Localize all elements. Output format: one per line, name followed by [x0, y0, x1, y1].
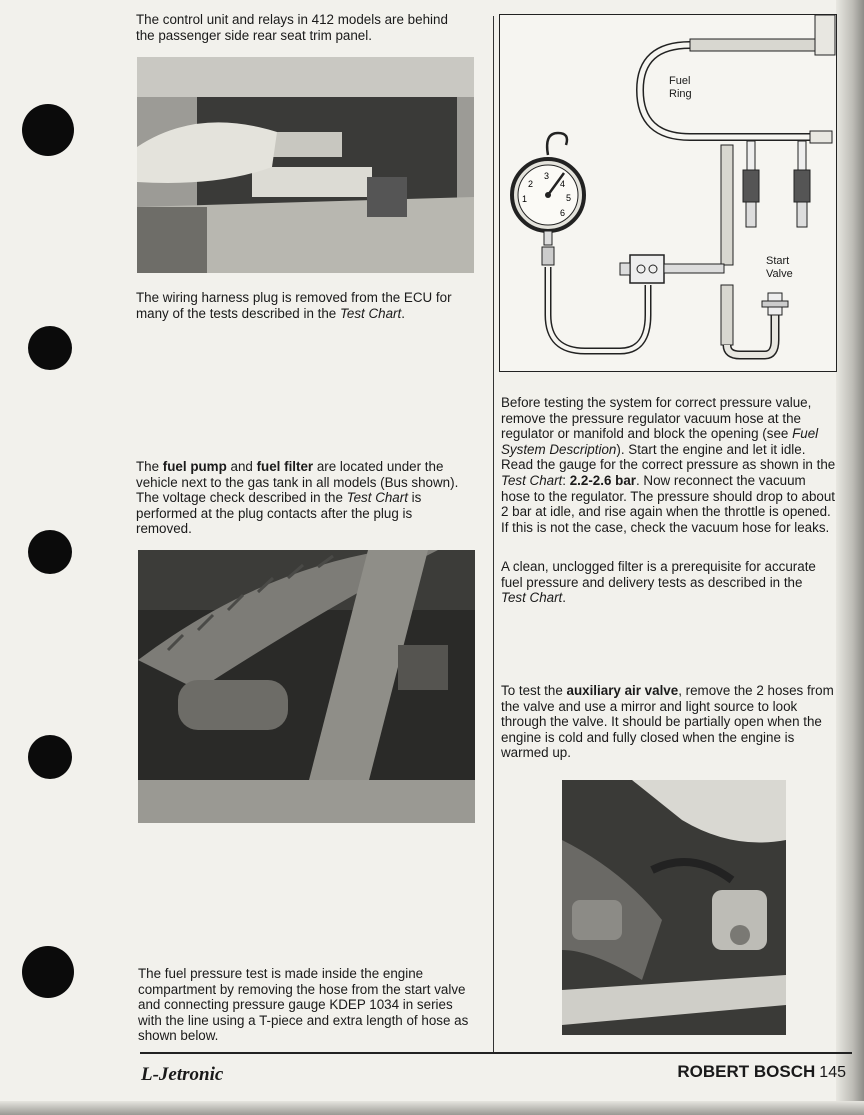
page-edge	[836, 0, 864, 1115]
caption-ecu-location: The control unit and relays in 412 models are behind the passenger side rear seat trim panel.	[136, 12, 448, 43]
binder-hole	[28, 326, 72, 370]
caption-pressure-test: The fuel pressure test is made inside the engine compartment by removing the hose from the start valve and connecting pressure gauge KDEP 1034 in series with the line using a T-piece and extra length of hose as shown below.	[138, 966, 469, 1044]
para-auxiliary-air-valve: To test the auxiliary air valve, remove the 2 hoses from the valve and use a mirror and light source to look through the valve. It should be partially open when the engine is cold and fully closed when the engine is warmed up.	[501, 683, 834, 761]
binder-hole	[22, 104, 74, 156]
binder-hole	[28, 530, 72, 574]
gauge-tick-2: 2	[528, 179, 534, 189]
page-bottom-edge	[0, 1101, 864, 1115]
photo-fuel-pump-under-vehicle	[138, 550, 475, 823]
label-start-valve: Start Valve	[766, 255, 793, 280]
label-fuel-ring: Fuel Ring	[669, 75, 692, 100]
column-divider	[493, 16, 494, 1052]
binder-hole	[28, 735, 72, 779]
binder-hole	[22, 946, 74, 998]
photo-ecu-behind-trim	[137, 57, 474, 273]
para-filter: A clean, unclogged filter is a prerequisite for accurate fuel pressure and delivery tests as described in the Test Chart.	[501, 559, 816, 606]
fuel-pressure-diagram	[499, 14, 837, 372]
photo-auxiliary-air-valve	[562, 780, 786, 1035]
caption-harness-plug: The wiring harness plug is removed from the ECU for many of the tests described in the Test Chart.	[136, 290, 452, 321]
gauge-tick-1: 1	[522, 194, 528, 204]
page-number: 145	[819, 1064, 846, 1081]
footer-brand	[677, 1062, 846, 1082]
footer-rule	[140, 1052, 852, 1054]
para-pressure-value: Before testing the system for correct pressure value, remove the pressure regulator vacuum hose at the regulator or manifold and block the opening (see Fuel System Description). Start the engine and let it idle. Read the gauge for the correct pressure as shown in the Test Chart: 2.2-2.6 bar. Now reconnect the vacuum hose to the regulator. The pressure should drop to about 2 bar at idle, and rise again when the throttle is opened. If this is not the case, check the vacuum hose for leaks.	[501, 395, 836, 535]
brand-name: ROBERT BOSCH	[677, 1062, 816, 1081]
footer-title: L-Jetronic	[141, 1064, 224, 1085]
gauge-tick-3: 3	[544, 171, 550, 181]
gauge-tick-5: 5	[566, 193, 572, 203]
gauge-tick-6: 6	[560, 208, 566, 218]
gauge-tick-4: 4	[560, 179, 566, 189]
caption-fuel-pump: The fuel pump and fuel filter are located under the vehicle next to the gas tank in all models (Bus shown). The voltage check described in the Test Chart is performed at the plug contacts after the plug is removed.	[136, 459, 459, 537]
